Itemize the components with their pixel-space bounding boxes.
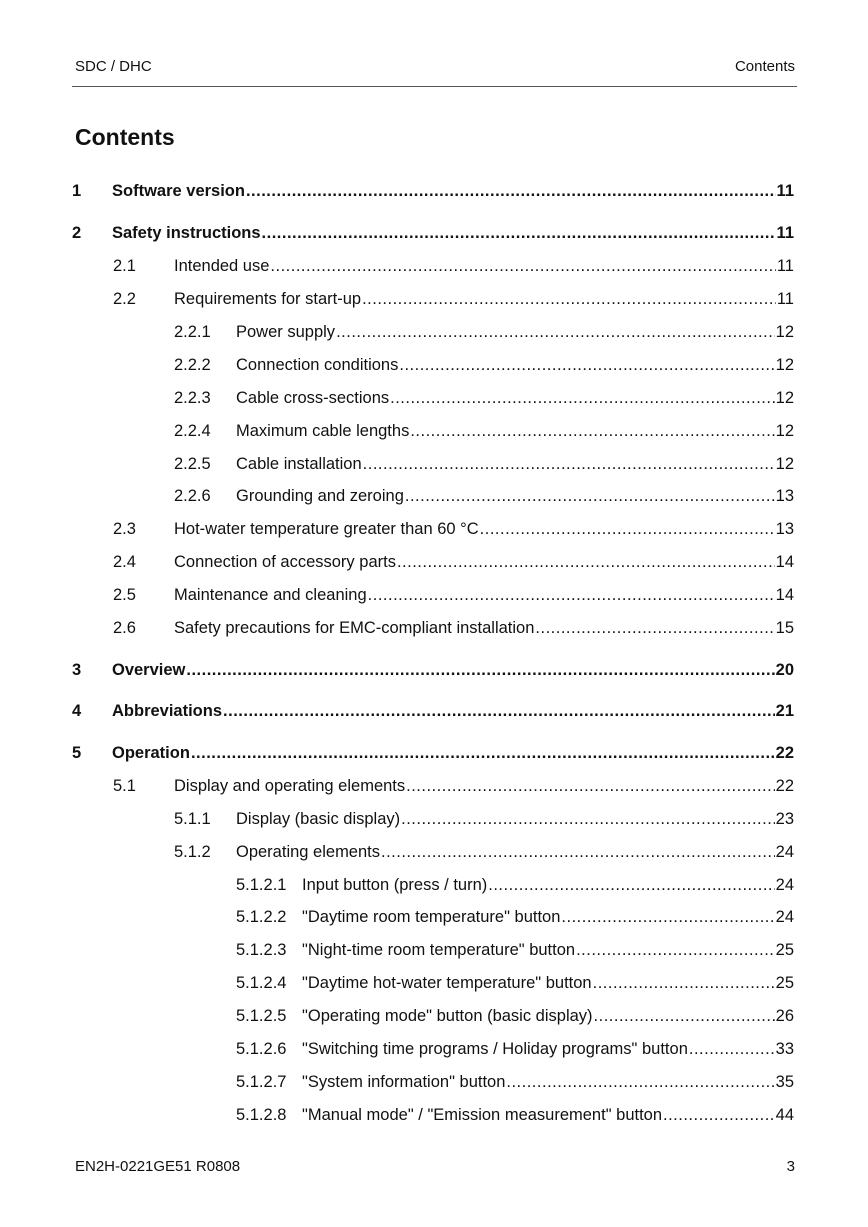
toc-entry-page: 23 (775, 810, 794, 828)
toc-entry-number: 5.1.2.2 (236, 908, 287, 926)
toc-leader-dots (262, 224, 776, 243)
toc-leader-dots (593, 974, 775, 993)
toc-entry-number: 5.1.2.4 (236, 974, 287, 992)
toc-entry-number: 5.1.2 (174, 843, 211, 861)
toc-entry-title: Hot-water temperature greater than 60 °C (174, 520, 479, 538)
toc-leader-dots (576, 941, 775, 960)
toc-leader-dots (405, 487, 775, 506)
toc-entry[interactable] (113, 586, 794, 608)
toc-entry[interactable] (236, 941, 794, 963)
toc-entry-page: 13 (775, 520, 794, 538)
toc-entry[interactable] (113, 619, 794, 641)
toc-entry-page: 33 (775, 1040, 794, 1058)
toc-entry-page: 24 (775, 876, 794, 894)
toc-entry-number: 5.1 (113, 777, 136, 795)
toc-leader-dots (594, 1007, 775, 1026)
toc-leader-dots (390, 389, 775, 408)
toc-entry-number: 2.2.1 (174, 323, 211, 341)
toc-entry-page: 11 (776, 182, 794, 200)
toc-entry[interactable] (236, 1073, 794, 1095)
toc-leader-dots (406, 777, 775, 796)
toc-entry-title: "Daytime room temperature" button (302, 908, 561, 926)
toc-entry-page: 25 (775, 941, 794, 959)
toc-entry-title: Operation (112, 744, 190, 762)
toc-entry[interactable] (72, 182, 794, 204)
toc-entry[interactable] (174, 455, 794, 477)
toc-leader-dots (368, 586, 775, 605)
toc-leader-dots (663, 1106, 775, 1125)
toc-entry-page: 14 (775, 553, 794, 571)
toc-leader-dots (535, 619, 774, 638)
toc-entry-title: Intended use (174, 257, 270, 275)
toc-entry-title: Maximum cable lengths (236, 422, 410, 440)
header-right: Contents (734, 58, 795, 75)
toc-entry-page: 22 (775, 744, 794, 762)
toc-entry[interactable] (236, 876, 794, 898)
toc-entry-title: Operating elements (236, 843, 380, 861)
toc-entry-title: Software version (112, 182, 245, 200)
toc-leader-dots (223, 702, 775, 721)
toc-entry-number: 3 (72, 661, 82, 679)
toc-leader-dots (488, 876, 774, 895)
toc-entry[interactable] (72, 224, 794, 246)
toc-entry[interactable] (236, 1007, 794, 1029)
toc-entry[interactable] (113, 257, 794, 279)
toc-entry-number: 5.1.2.8 (236, 1106, 287, 1124)
toc-entry-title: Safety instructions (112, 224, 261, 242)
toc-leader-dots (191, 744, 775, 763)
toc-leader-dots (561, 908, 774, 927)
toc-entry-number: 2.6 (113, 619, 136, 637)
toc-entry[interactable] (72, 661, 794, 683)
toc-leader-dots (336, 323, 775, 342)
toc-entry-title: "Night-time room temperature" button (302, 941, 576, 959)
toc-entry[interactable] (72, 744, 794, 766)
toc-entry-number: 5.1.2.6 (236, 1040, 287, 1058)
toc-entry[interactable] (113, 777, 794, 799)
toc-entry-title: Overview (112, 661, 186, 679)
toc-entry-page: 14 (775, 586, 794, 604)
toc-entry-page: 24 (775, 908, 794, 926)
toc-entry[interactable] (236, 1106, 794, 1128)
toc-entry[interactable] (113, 520, 794, 542)
page-footer (75, 1158, 795, 1178)
toc-entry-page: 12 (775, 356, 794, 374)
toc-entry-title: "Operating mode" button (basic display) (302, 1007, 593, 1025)
toc-entry-title: Grounding and zeroing (236, 487, 404, 505)
toc-entry-title: Maintenance and cleaning (174, 586, 367, 604)
toc-entry-page: 21 (775, 702, 794, 720)
toc-entry-page: 35 (775, 1073, 794, 1091)
toc-entry[interactable] (72, 702, 794, 724)
toc-leader-dots (362, 290, 776, 309)
toc-entry-page: 22 (775, 777, 794, 795)
toc-entry-title: "Daytime hot-water temperature" button (302, 974, 592, 992)
toc-leader-dots (399, 356, 774, 375)
toc-entry[interactable] (236, 1040, 794, 1062)
page-title: Contents (75, 124, 175, 150)
toc-entry[interactable] (236, 908, 794, 930)
toc-entry-page: 13 (775, 487, 794, 505)
toc-entry-title: Safety precautions for EMC-compliant installation (174, 619, 535, 637)
toc-entry-page: 24 (775, 843, 794, 861)
toc-entry[interactable] (174, 843, 794, 865)
toc-entry-number: 5.1.2.7 (236, 1073, 287, 1091)
toc-entry-page: 20 (775, 661, 794, 679)
toc-entry[interactable] (174, 487, 794, 509)
toc-entry-title: "System information" button (302, 1073, 506, 1091)
toc-entry-title: Cable cross-sections (236, 389, 390, 407)
toc-entry-page: 15 (775, 619, 794, 637)
header-left: SDC / DHC (75, 58, 152, 75)
toc-leader-dots (410, 422, 774, 441)
toc-entry[interactable] (113, 290, 794, 312)
toc-entry-number: 2.2.6 (174, 487, 211, 505)
toc-entry-number: 5 (72, 744, 82, 762)
toc-entry-page: 12 (775, 422, 794, 440)
toc-entry-page: 12 (775, 389, 794, 407)
toc-entry[interactable] (174, 389, 794, 411)
toc-entry-number: 5.1.2.5 (236, 1007, 287, 1025)
toc-entry-title: Abbreviations (112, 702, 223, 720)
toc-leader-dots (401, 810, 775, 829)
toc-entry-page: 12 (775, 455, 794, 473)
toc-leader-dots (689, 1040, 775, 1059)
toc-entry-page: 12 (775, 323, 794, 341)
toc-entry[interactable] (174, 422, 794, 444)
toc-entry-number: 2.2.4 (174, 422, 211, 440)
toc-leader-dots (363, 455, 775, 474)
toc-leader-dots (381, 843, 775, 862)
page-number: 3 (786, 1158, 795, 1175)
toc-entry-title: Connection conditions (236, 356, 399, 374)
toc-entry[interactable] (174, 356, 794, 378)
toc-entry-title: "Switching time programs / Holiday programs" button (302, 1040, 688, 1058)
toc-leader-dots (397, 553, 775, 572)
toc-entry-number: 5.1.2.3 (236, 941, 287, 959)
toc-leader-dots (270, 257, 775, 276)
toc-leader-dots (246, 182, 776, 201)
toc-entry-title: Input button (press / turn) (302, 876, 488, 894)
footer-doc-id: EN2H-0221GE51 R0808 (75, 1158, 241, 1175)
toc-entry[interactable] (236, 974, 794, 996)
toc-entry-number: 2.1 (113, 257, 136, 275)
toc-entry-number: 2.2.5 (174, 455, 211, 473)
toc-entry[interactable] (113, 553, 794, 575)
toc-entry-page: 11 (776, 224, 794, 242)
toc-leader-dots (186, 661, 774, 680)
toc-entry-title: Connection of accessory parts (174, 553, 396, 571)
toc-entry-title: Display and operating elements (174, 777, 406, 795)
toc-entry-number: 5.1.1 (174, 810, 211, 828)
toc-leader-dots (506, 1073, 774, 1092)
toc-entry-number: 2.2.3 (174, 389, 211, 407)
toc-entry-title: Requirements for start-up (174, 290, 362, 308)
toc-entry-number: 1 (72, 182, 82, 200)
toc-entry-number: 2.4 (113, 553, 136, 571)
toc-entry-number: 2.5 (113, 586, 136, 604)
toc-entry-title: Power supply (236, 323, 336, 341)
toc-entry-title: Cable installation (236, 455, 362, 473)
toc-entry-title: "Manual mode" / "Emission measurement" button (302, 1106, 663, 1124)
toc-entry-number: 2.3 (113, 520, 136, 538)
toc-entry-title: Display (basic display) (236, 810, 401, 828)
toc-entry-number: 4 (72, 702, 82, 720)
toc-entry-page: 25 (775, 974, 794, 992)
toc-entry[interactable] (174, 323, 794, 345)
toc-entry-number: 2.2.2 (174, 356, 211, 374)
toc-entry-number: 5.1.2.1 (236, 876, 287, 894)
toc-entry-page: 11 (776, 290, 794, 308)
toc-entry-page: 26 (775, 1007, 794, 1025)
toc-leader-dots (480, 520, 775, 539)
toc-entry-page: 11 (776, 257, 794, 275)
toc-entry[interactable] (174, 810, 794, 832)
toc-entry-page: 44 (775, 1106, 794, 1124)
toc-entry-number: 2 (72, 224, 82, 242)
toc-entry-number: 2.2 (113, 290, 136, 308)
